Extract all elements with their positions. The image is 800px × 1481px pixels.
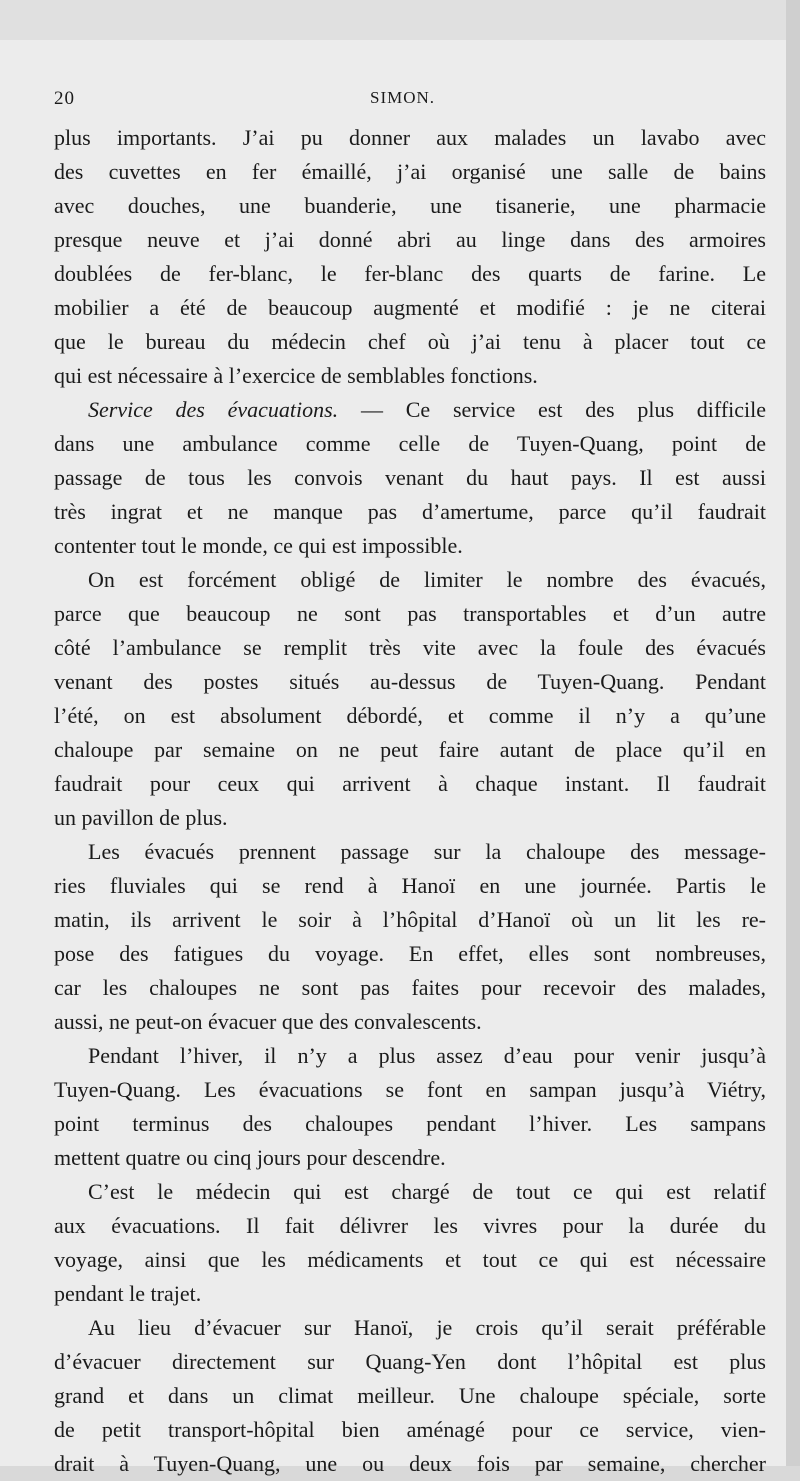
text-line: doublées de fer-blanc, le fer-blanc des quarts de farine. Le [54, 261, 766, 286]
text-line: matin, ils arrivent le soir à l’hôpital d’Hanoï où un lit les re- [54, 907, 766, 932]
text-line: car les chaloupes ne sont pas faites pour recevoir des malades, [54, 975, 766, 1000]
text-line: mettent quatre ou cinq jours pour descendre. [54, 1145, 446, 1170]
text-line: C’est le médecin qui est chargé de tout ce qui est relatif [88, 1179, 766, 1204]
page-top-shadow [0, 0, 800, 40]
text-line: très ingrat et ne manque pas d’amertume, parce qu’il faudrait [54, 499, 766, 524]
section-line [54, 393, 766, 427]
running-title: SIMON. [370, 88, 436, 107]
text-line: chaloupe par semaine on ne peut faire autant de place qu’il en [54, 737, 766, 762]
text-line: dans une ambulance comme celle de Tuyen-Quang, point de [54, 431, 766, 456]
text-line: presque neuve et j’ai donné abri au linge dans des armoires [54, 227, 766, 252]
text-line: drait à Tuyen-Quang, une ou deux fois par semaine, chercher [54, 1451, 766, 1476]
text-line: avec douches, une buanderie, une tisanerie, une pharmacie [54, 193, 766, 218]
text-line: l’été, on est absolument débordé, et comme il n’y a qu’une [54, 703, 766, 728]
section-heading: Service des évacuations. [88, 397, 339, 422]
text-line: qui est nécessaire à l’exercice de semblables fonctions. [54, 363, 538, 388]
text-line: passage de tous les convois venant du haut pays. Il est aussi [54, 465, 766, 490]
section-line-text: — Ce service est des plus difficile [360, 397, 766, 422]
text-line: parce que beaucoup ne sont pas transportables et d’un autre [54, 601, 766, 626]
text-line: pose des fatigues du voyage. En effet, elles sont nombreuses, [54, 941, 766, 966]
text-line: Pendant l’hiver, il n’y a plus assez d’eau pour venir jusqu’à [88, 1043, 766, 1068]
text-line: ries fluviales qui se rend à Hanoï en une journée. Partis le [54, 873, 766, 898]
text-line: d’évacuer directement sur Quang-Yen dont l’hôpital est plus [54, 1349, 766, 1374]
text-line: un pavillon de plus. [54, 805, 228, 830]
text-line: plus importants. J’ai pu donner aux malades un lavabo avec [54, 125, 766, 150]
text-line: On est forcément obligé de limiter le nombre des évacués, [88, 567, 766, 592]
text-line: Au lieu d’évacuer sur Hanoï, je crois qu’il serait préférable [88, 1315, 766, 1340]
text-line: que le bureau du médecin chef où j’ai tenu à placer tout ce [54, 329, 766, 354]
text-line: grand et dans un climat meilleur. Une chaloupe spéciale, sorte [54, 1383, 766, 1408]
text-line: aussi, ne peut-on évacuer que des convalescents. [54, 1009, 482, 1034]
text-line: mobilier a été de beaucoup augmenté et modifié : je ne citerai [54, 295, 766, 320]
text-line: de petit transport-hôpital bien aménagé pour ce service, vien- [54, 1417, 766, 1442]
body-text [54, 121, 766, 1481]
text-line: point terminus des chaloupes pendant l’hiver. Les sampans [54, 1111, 766, 1136]
text-line: aux évacuations. Il fait délivrer les vivres pour la durée du [54, 1213, 766, 1238]
page-edge-shadow [786, 0, 800, 1466]
text-line: faudrait pour ceux qui arrivent à chaque instant. Il faudrait [54, 771, 766, 796]
running-head [54, 88, 766, 114]
page-number: 20 [54, 88, 75, 109]
text-line: Tuyen-Quang. Les évacuations se font en sampan jusqu’à Viétry, [54, 1077, 766, 1102]
text-line: venant des postes situés au-dessus de Tuyen-Quang. Pendant [54, 669, 766, 694]
text-line: Les évacués prennent passage sur la chaloupe des message- [88, 839, 766, 864]
text-line: des cuvettes en fer émaillé, j’ai organisé une salle de bains [54, 159, 766, 184]
text-line: voyage, ainsi que les médicaments et tout ce qui est nécessaire [54, 1247, 766, 1272]
text-line: contenter tout le monde, ce qui est impossible. [54, 533, 463, 558]
text-line: pendant le trajet. [54, 1281, 202, 1306]
text-line: côté l’ambulance se remplit très vite avec la foule des évacués [54, 635, 766, 660]
